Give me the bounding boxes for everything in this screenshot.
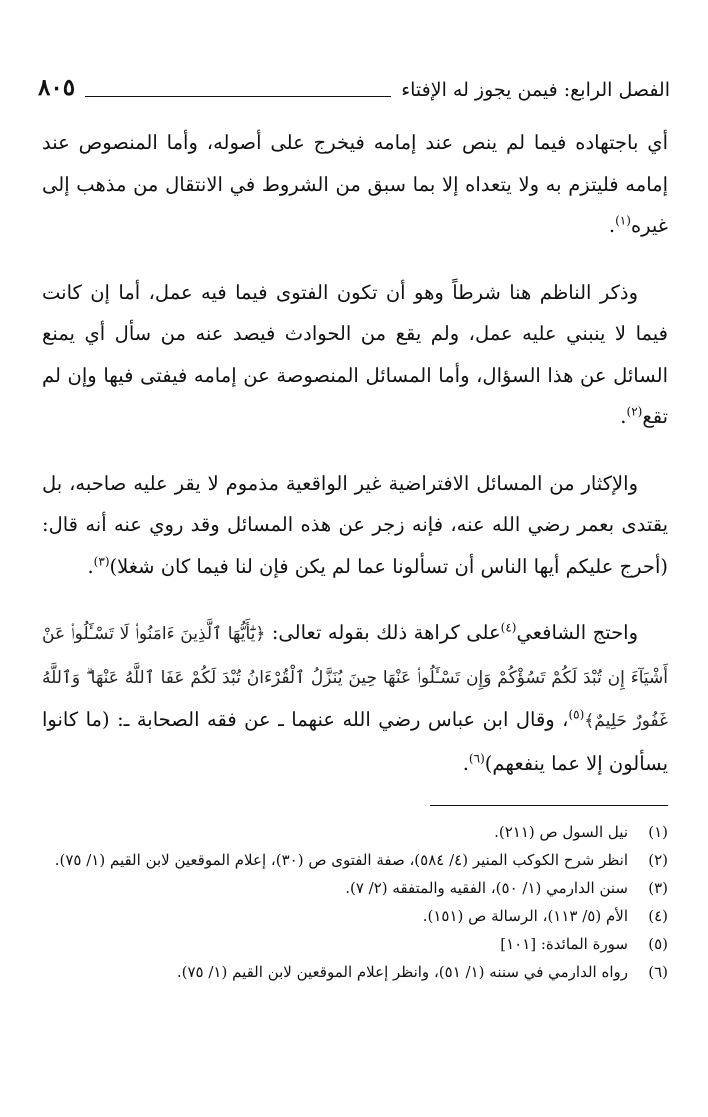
footnote-number: (٤)	[648, 907, 668, 925]
footnote-number: (٥)	[648, 935, 668, 953]
footnote-item	[42, 930, 668, 958]
paragraph-1	[42, 122, 668, 247]
footnote-text: انظر شرح الكوكب المنير (٤/ ٥٨٤)، صفة الفتوى ص (٣٠)، إعلام الموقعين لابن القيم (١/ ٧٥).	[54, 851, 628, 869]
footnote-ref-5: (٥)	[568, 707, 585, 722]
paragraph-4	[42, 612, 668, 784]
footnote-number: (٣)	[648, 879, 668, 897]
chapter-title: الفصل الرابع: فيمن يجوز له الإفتاء	[401, 79, 670, 102]
footnote-number: (٦)	[648, 963, 668, 981]
footnote-ref-1: (١)	[615, 213, 631, 228]
paragraph-4-tail: .	[462, 751, 469, 775]
footnote-ref-2: (٢)	[626, 404, 643, 419]
footnote-ref-3: (٣)	[93, 554, 110, 568]
paragraph-4-lead: واحتج الشافعي	[516, 621, 638, 644]
footnote-ref-6: (٦)	[468, 751, 485, 765]
footnote-text: رواه الدارمي في سننه (١/ ٥١)، وانظر إعلام الموقعين لابن القيم (١/ ٧٥).	[176, 963, 628, 981]
footnote-item	[42, 874, 668, 902]
footnote-item	[42, 818, 668, 846]
paragraph-3-text: والإكثار من المسائل الافتراضية غير الواقعية مذموم لا يقر عليه صاحبه، بل يقتدى بعمر رضي الله عنه، فإنه زجر عن هذه المسائل وقد روي عنه أنه قال: (أحرج عليكم أيها الناس أن تسألونا عما لم يكن فإن لنا فيما كان شغلا)	[42, 471, 668, 578]
main-text	[42, 122, 668, 809]
header-rule	[85, 96, 391, 97]
paragraph-4-rest: ، وقال ابن عباس رضي الله عنهما ـ عن فقه الصحابة ـ: (ما كانوا يسألون إلا عما ينفعهم)	[42, 708, 668, 775]
paragraph-2-text: وذكر الناظم هنا شرطاً وهو أن تكون الفتوى فيما فيه عمل، أما إن كانت فيما لا ينبني عليه عمل، ولم يقع من الحوادث فيصد عنه من سأل أي يمنع السائل عن هذا السؤال، وأما المسائل المنصوصة عن إمامه فيفتى فيها وإن لم تقع	[42, 280, 668, 428]
footnotes	[42, 818, 668, 986]
footnote-item	[42, 902, 668, 930]
footnote-ref-4: (٤)	[500, 620, 517, 635]
paragraph-2-tail: .	[620, 405, 627, 428]
footnote-text: نيل السول ص (٢١١).	[494, 823, 628, 841]
paragraph-2	[42, 272, 668, 438]
footnote-item	[42, 846, 668, 874]
footnote-text: سورة المائدة: [١٠١]	[500, 935, 628, 953]
paragraph-1-tail: .	[608, 214, 616, 237]
paragraph-1-text: أي باجتهاده فيما لم ينص عند إمامه فيخرج على أصوله، وأما المنصوص عند إمامه فليتزم به ولا يتعداه إلا بما سبق من الشروط في الانتقال من مذهب إلى غيره	[42, 131, 668, 237]
quran-verse: ﴿يَٰٓأَيُّهَا ٱلَّذِينَ ءَامَنُوا۟ لَا تَسْـَٔلُوا۟ عَنْ أَشْيَآءَ إِن تُبْدَ لَكُمْ تَسُؤْكُمْ وَإِن تَسْـَٔلُوا۟ عَنْهَا حِينَ يُنَزَّلُ ٱلْقُرْءَانُ تُبْدَ لَكُمْ عَفَا ٱللَّهُ عَنْهَا ۗ وَٱللَّهُ غَفُورٌ حَلِيمٌ﴾	[42, 624, 669, 731]
footnote-item	[42, 958, 668, 986]
running-header	[38, 62, 670, 102]
footnote-separator	[430, 805, 668, 806]
footnote-number: (٢)	[648, 851, 668, 869]
page-number: ٨٠٥	[38, 74, 76, 102]
paragraph-4-mid: على كراهة ذلك بقوله تعالى:	[271, 621, 501, 644]
paragraph-3	[42, 463, 668, 588]
footnote-number: (١)	[648, 823, 668, 841]
footnote-text: سنن الدارمي (١/ ٥٠)، الفقيه والمتفقه (٢/ ٧).	[345, 879, 628, 897]
paragraph-3-tail: .	[87, 554, 94, 578]
footnote-text: الأم (٥/ ١١٣)، الرسالة ص (١٥١).	[422, 907, 628, 925]
